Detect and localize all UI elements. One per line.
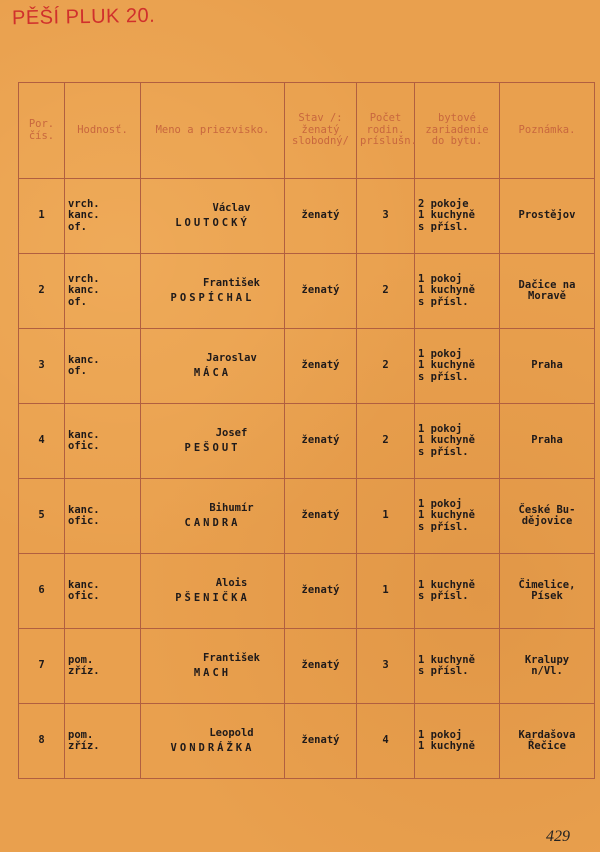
last-name: MACH — [193, 666, 232, 679]
personnel-table-wrapper — [18, 82, 594, 779]
row-number-cell: 7 — [19, 629, 65, 704]
note-cell: Čimelice, Písek — [500, 554, 595, 629]
family-count-cell: 2 — [357, 254, 415, 329]
family-count-cell: 1 — [357, 554, 415, 629]
name-cell — [141, 554, 285, 629]
row-number-cell: 3 — [19, 329, 65, 404]
table-row — [19, 704, 595, 779]
flat-cell: 1 kuchyně s přísl. — [415, 554, 500, 629]
personnel-table — [18, 82, 595, 779]
last-name: CANDRA — [184, 516, 241, 529]
table-row — [19, 404, 595, 479]
table-body — [19, 179, 595, 779]
name-cell — [141, 329, 285, 404]
first-name: Josef — [215, 427, 248, 439]
table-row — [19, 329, 595, 404]
row-number-cell: 2 — [19, 254, 65, 329]
header-note: Poznámka. — [500, 83, 595, 179]
last-name: PEŠOUT — [184, 441, 241, 454]
rank-cell: kanc. ofic. — [65, 479, 141, 554]
status-cell: ženatý — [285, 629, 357, 704]
table-row — [19, 179, 595, 254]
note-cell: Dačice na Moravě — [500, 254, 595, 329]
header-rank: Hodnosť. — [65, 83, 141, 179]
table-row — [19, 479, 595, 554]
last-name: VONDRÁŽKA — [170, 741, 255, 754]
name-cell — [141, 404, 285, 479]
family-count-cell: 4 — [357, 704, 415, 779]
name-cell — [141, 179, 285, 254]
note-cell: České Bu- dějovice — [500, 479, 595, 554]
last-name: PŠENIČKA — [175, 591, 250, 604]
rank-cell: pom. zříz. — [65, 629, 141, 704]
row-number-cell: 6 — [19, 554, 65, 629]
first-name: František — [203, 277, 260, 289]
last-name: MÁCA — [193, 366, 232, 379]
header-flat: bytové zariadenie do bytu. — [415, 83, 500, 179]
header-name: Meno a priezvisko. — [141, 83, 285, 179]
rank-cell: kanc. ofic. — [65, 554, 141, 629]
last-name: LOUTOCKÝ — [175, 216, 250, 229]
row-number-cell: 8 — [19, 704, 65, 779]
first-name: Leopold — [209, 727, 254, 739]
name-cell — [141, 704, 285, 779]
family-count-cell: 1 — [357, 479, 415, 554]
flat-cell: 1 pokoj 1 kuchyně s přísl. — [415, 404, 500, 479]
header-num: Por. čís. — [19, 83, 65, 179]
status-cell: ženatý — [285, 479, 357, 554]
family-count-cell: 3 — [357, 179, 415, 254]
flat-cell: 1 pokoj 1 kuchyně s přísl. — [415, 254, 500, 329]
rank-cell: vrch. kanc. of. — [65, 254, 141, 329]
name-cell — [141, 254, 285, 329]
table-row — [19, 629, 595, 704]
status-cell: ženatý — [285, 404, 357, 479]
rank-cell: kanc. ofic. — [65, 404, 141, 479]
regiment-stamp: PĚŠÍ PLUK 20. — [11, 4, 156, 30]
note-cell: Kralupy n/Vl. — [500, 629, 595, 704]
note-cell: Prostějov — [500, 179, 595, 254]
last-name: POSPÍCHAL — [170, 291, 255, 304]
family-count-cell: 2 — [357, 404, 415, 479]
rank-cell: pom. zříz. — [65, 704, 141, 779]
header-status: Stav /: ženatý slobodný/ — [285, 83, 357, 179]
name-cell — [141, 629, 285, 704]
status-cell: ženatý — [285, 254, 357, 329]
first-name: Bihumír — [209, 502, 254, 514]
first-name: Václav — [212, 202, 251, 214]
rank-cell: kanc. of. — [65, 329, 141, 404]
first-name: Jaroslav — [206, 352, 257, 364]
status-cell: ženatý — [285, 329, 357, 404]
first-name: Alois — [215, 577, 248, 589]
family-count-cell: 2 — [357, 329, 415, 404]
table-row — [19, 554, 595, 629]
flat-cell: 1 pokoj 1 kuchyně s přísl. — [415, 479, 500, 554]
family-count-cell: 3 — [357, 629, 415, 704]
note-cell: Praha — [500, 329, 595, 404]
flat-cell: 1 pokoj 1 kuchyně — [415, 704, 500, 779]
row-number-cell: 4 — [19, 404, 65, 479]
status-cell: ženatý — [285, 554, 357, 629]
table-row — [19, 254, 595, 329]
note-cell: Praha — [500, 404, 595, 479]
row-number-cell: 5 — [19, 479, 65, 554]
header-row — [19, 83, 595, 179]
name-cell — [141, 479, 285, 554]
flat-cell: 1 kuchyně s přísl. — [415, 629, 500, 704]
status-cell: ženatý — [285, 179, 357, 254]
rank-cell: vrch. kanc. of. — [65, 179, 141, 254]
first-name: František — [203, 652, 260, 664]
header-family: Počet rodin. príslušn. — [357, 83, 415, 179]
status-cell: ženatý — [285, 704, 357, 779]
row-number-cell: 1 — [19, 179, 65, 254]
flat-cell: 2 pokoje 1 kuchyně s přísl. — [415, 179, 500, 254]
page-number: 429 — [546, 828, 570, 845]
flat-cell: 1 pokoj 1 kuchyně s přísl. — [415, 329, 500, 404]
note-cell: Kardašova Řečice — [500, 704, 595, 779]
